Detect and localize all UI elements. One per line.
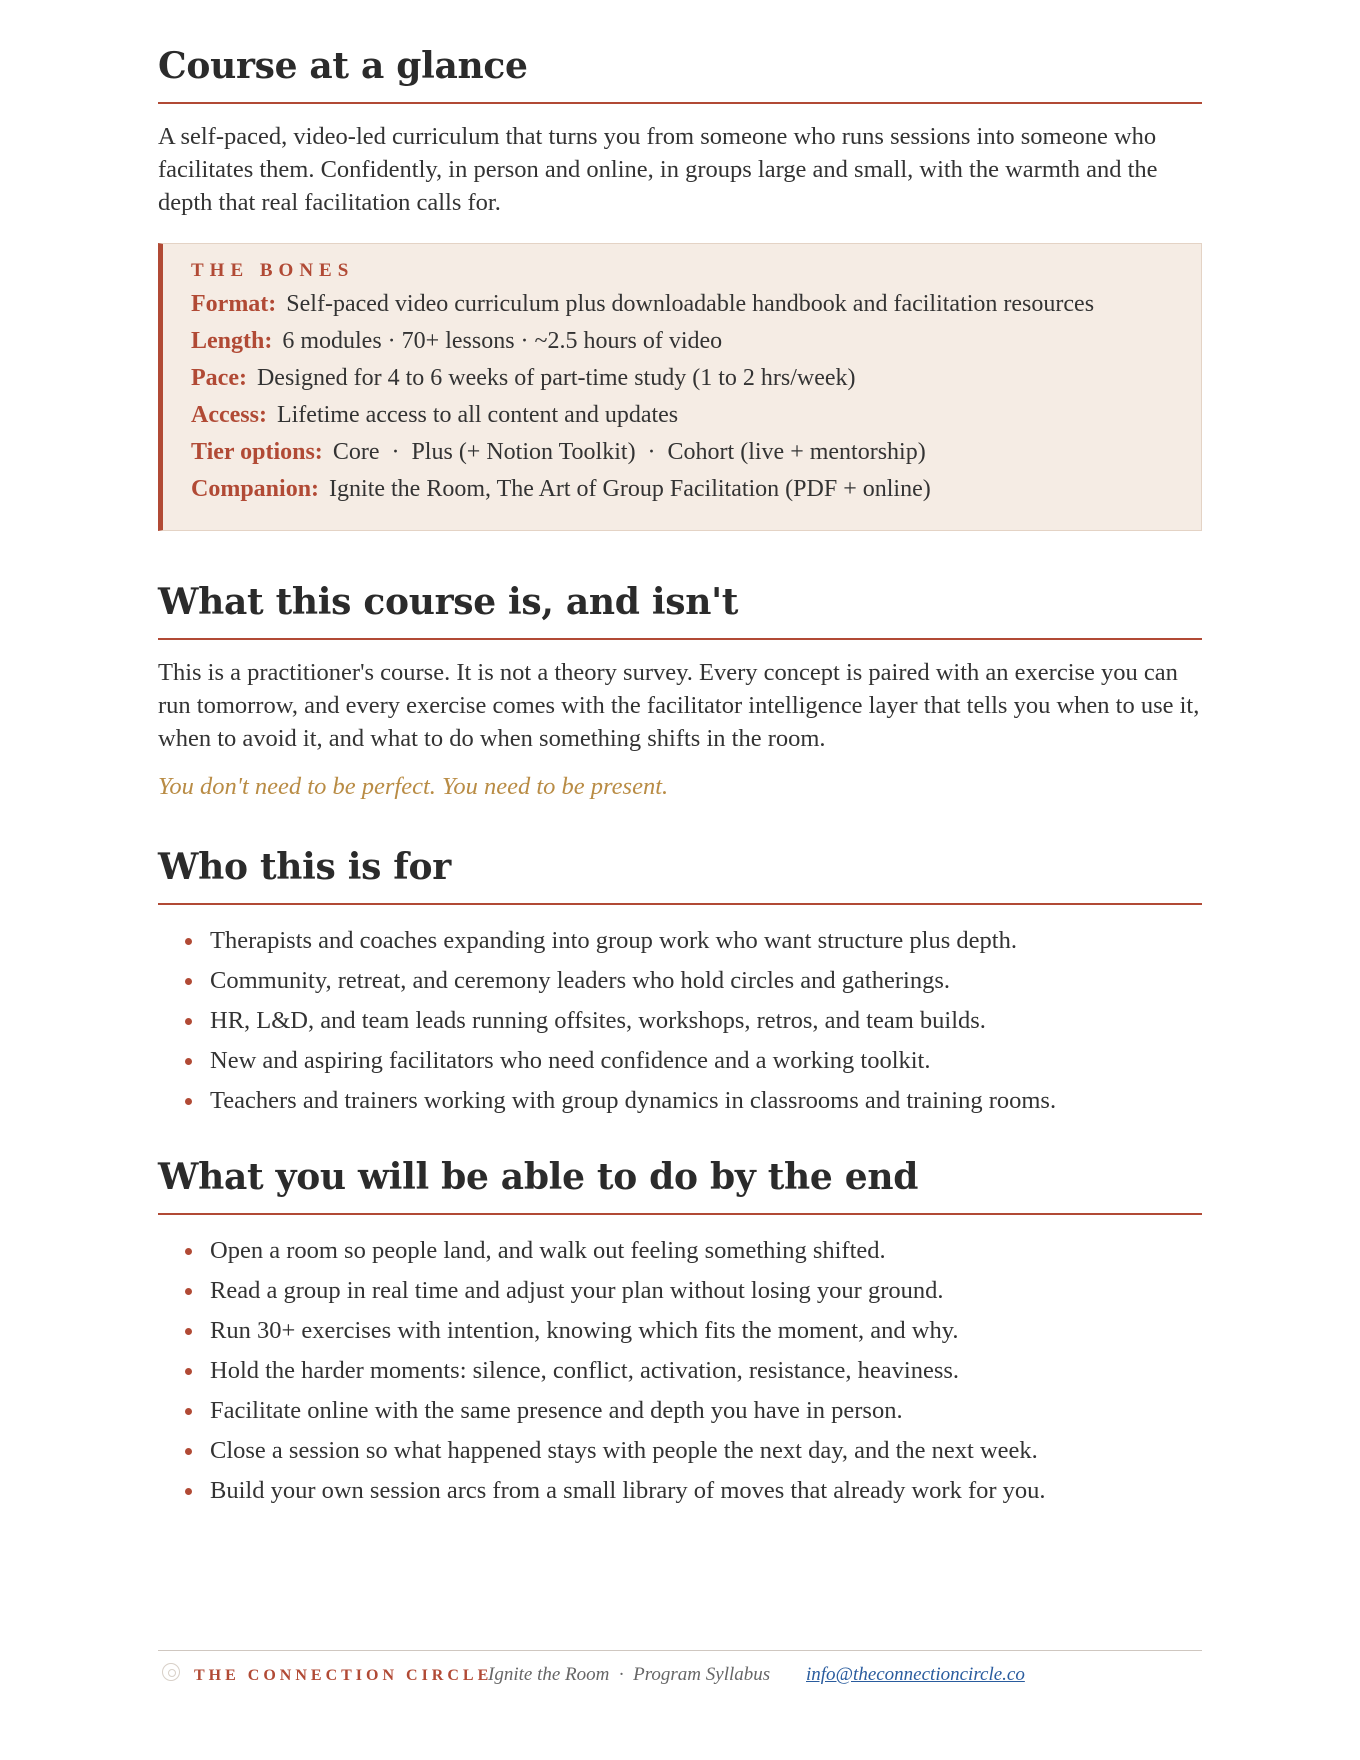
list-item bbox=[158, 1001, 1202, 1041]
bones-row-length bbox=[191, 323, 1175, 360]
list-item-text: Teachers and trainers working with group dynamics in classrooms and training rooms. bbox=[210, 1087, 1057, 1114]
glance-section bbox=[158, 44, 1202, 531]
list-item-text: Build your own session arcs from a small library of moves that already work for you. bbox=[210, 1477, 1046, 1504]
circle-logo-icon bbox=[162, 1663, 180, 1681]
list-item bbox=[158, 1471, 1202, 1511]
bullet-icon bbox=[185, 1248, 192, 1255]
bullet-icon bbox=[185, 938, 192, 945]
bullet-icon bbox=[185, 1018, 192, 1025]
who-heading: Who this is for bbox=[158, 845, 1202, 905]
list-item bbox=[158, 1431, 1202, 1471]
list-item-text: New and aspiring facilitators who need confidence and a working toolkit. bbox=[210, 1047, 931, 1074]
bullet-icon bbox=[185, 1098, 192, 1105]
is-isnt-section bbox=[158, 580, 1202, 801]
who-section bbox=[158, 845, 1202, 1121]
bones-value: Self-paced video curriculum plus downloadable handbook and facilitation resources bbox=[286, 291, 1095, 317]
bones-key: Length: bbox=[191, 328, 273, 354]
bullet-icon bbox=[185, 1288, 192, 1295]
bones-box bbox=[158, 243, 1202, 531]
glance-heading: Course at a glance bbox=[158, 44, 1202, 104]
outcomes-section bbox=[158, 1155, 1202, 1511]
outcomes-heading: What you will be able to do by the end bbox=[158, 1155, 1202, 1215]
who-list bbox=[158, 921, 1202, 1121]
bones-value: Ignite the Room, The Art of Group Facilitation (PDF + online) bbox=[329, 476, 931, 502]
bones-value: Lifetime access to all content and updates bbox=[276, 402, 679, 428]
is-isnt-heading: What this course is, and isn't bbox=[158, 580, 1202, 640]
list-item bbox=[158, 1391, 1202, 1431]
list-item bbox=[158, 1041, 1202, 1081]
list-item-text: Read a group in real time and adjust your plan without losing your ground. bbox=[210, 1277, 944, 1304]
pull-quote: You don't need to be perfect. You need to be present. bbox=[158, 773, 669, 800]
bullet-icon bbox=[185, 1448, 192, 1455]
list-item-text: Facilitate online with the same presence and depth you have in person. bbox=[210, 1397, 903, 1424]
footer-email-link[interactable]: info@theconnectioncircle.co bbox=[806, 1664, 1025, 1685]
list-item-text: Hold the harder moments: silence, conflict, activation, resistance, heaviness. bbox=[210, 1357, 960, 1384]
bones-row-tiers bbox=[191, 434, 1175, 471]
bullet-icon bbox=[185, 1488, 192, 1495]
list-item-text: Therapists and coaches expanding into group work who want structure plus depth. bbox=[210, 927, 1017, 954]
bones-key: Pace: bbox=[191, 365, 247, 391]
list-item bbox=[158, 1231, 1202, 1271]
is-isnt-body: This is a practitioner's course. It is not a theory survey. Every concept is paired with an exercise you can run tomorrow, and every exercise comes with the facilitator intelligence layer that tells you when to use it, when to avoid it, and what to do when something shifts in the room. bbox=[158, 659, 1200, 752]
bones-value: 6 modules · 70+ lessons · ~2.5 hours of video bbox=[282, 328, 723, 354]
list-item bbox=[158, 1081, 1202, 1121]
bones-value: Core · Plus (+ Notion Toolkit) · Cohort (live + mentorship) bbox=[332, 439, 926, 465]
list-item-text: Community, retreat, and ceremony leaders who hold circles and gatherings. bbox=[210, 967, 950, 994]
list-item bbox=[158, 1311, 1202, 1351]
bullet-icon bbox=[185, 978, 192, 985]
list-item-text: Open a room so people land, and walk out feeling something shifted. bbox=[210, 1237, 886, 1264]
footer-meta: Ignite the Room · Program Syllabus bbox=[488, 1664, 771, 1685]
bones-value: Designed for 4 to 6 weeks of part-time study (1 to 2 hrs/week) bbox=[256, 365, 856, 391]
outcomes-list bbox=[158, 1231, 1202, 1511]
bones-key: Companion: bbox=[191, 476, 320, 502]
list-item-text: HR, L&D, and team leads running offsites, workshops, retros, and team builds. bbox=[210, 1007, 986, 1034]
footer-brand: THE CONNECTION CIRCLE bbox=[194, 1667, 493, 1684]
bones-title: THE BONES bbox=[191, 260, 355, 281]
bones-key: Tier options: bbox=[191, 439, 323, 465]
bones-row-pace bbox=[191, 360, 1175, 397]
bullet-icon bbox=[185, 1328, 192, 1335]
list-item-text: Close a session so what happened stays with people the next day, and the next week. bbox=[210, 1437, 1038, 1464]
list-item bbox=[158, 921, 1202, 961]
bones-key: Format: bbox=[191, 291, 277, 317]
bones-row-format bbox=[191, 286, 1175, 323]
bullet-icon bbox=[185, 1368, 192, 1375]
bones-row-companion bbox=[191, 471, 1175, 508]
bones-row-access bbox=[191, 397, 1175, 434]
bones-key: Access: bbox=[191, 402, 267, 428]
bullet-icon bbox=[185, 1058, 192, 1065]
glance-intro: A self-paced, video-led curriculum that turns you from someone who runs sessions into someone who facilitates them. Confidently, in person and online, in groups large and small, with the warmth and the depth that real facilitation calls for. bbox=[158, 123, 1158, 216]
list-item bbox=[158, 1271, 1202, 1311]
bullet-icon bbox=[185, 1408, 192, 1415]
list-item bbox=[158, 961, 1202, 1001]
list-item bbox=[158, 1351, 1202, 1391]
page-footer bbox=[158, 1650, 1202, 1701]
list-item-text: Run 30+ exercises with intention, knowing which fits the moment, and why. bbox=[210, 1317, 959, 1344]
